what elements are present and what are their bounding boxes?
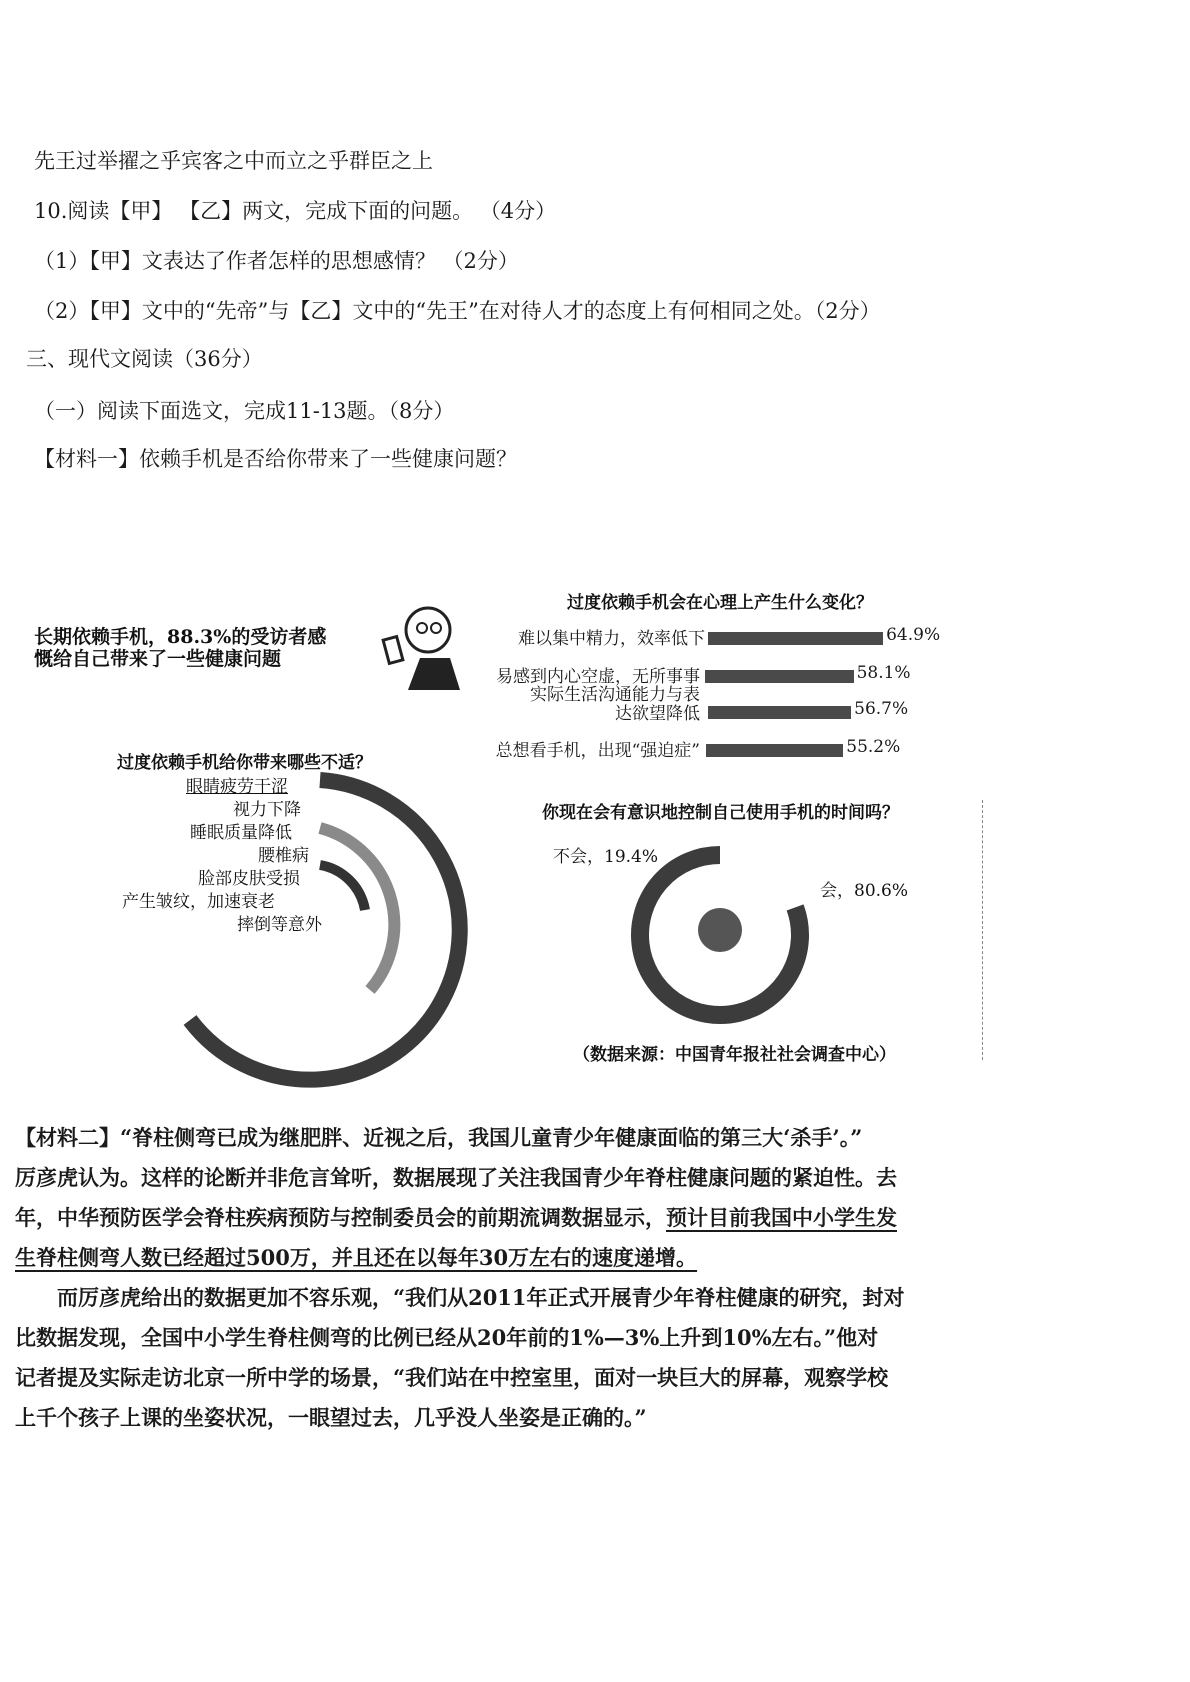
material-2-line: 记者提及实际走访北京一所中学的场景，“我们站在中控室里，面对一块巨大的屏幕，观察学校 <box>15 1365 889 1390</box>
headline-line-2: 慨给自己带来了一些健康问题 <box>34 648 282 670</box>
psych-bar-value: 58.1% <box>856 663 911 683</box>
psych-bar-row <box>0 685 1190 724</box>
psych-bar <box>708 632 883 645</box>
material-2-line: 而厉彦虎给出的数据更加不容乐观，“我们从2011年正式开展青少年脊柱健康的研究，封对 <box>57 1285 905 1310</box>
material-2-line <box>15 1238 1095 1278</box>
psych-bar-row <box>0 663 1190 687</box>
psych-bar-value: 55.2% <box>846 737 901 757</box>
chart-divider <box>982 800 983 1060</box>
underlined-text: 预计目前我国中小学生发 <box>666 1205 897 1230</box>
psych-bar-label: 总想看手机，出现“强迫症” <box>495 741 700 761</box>
person-with-phone-illustration <box>380 600 490 700</box>
control-no-label: 不会，19.4% <box>553 847 659 867</box>
psych-bar-label: 难以集中精力，效率低下 <box>518 629 705 649</box>
psych-bar-value: 56.7% <box>854 699 909 719</box>
discomfort-item: 睡眠质量降低 <box>190 823 292 843</box>
material-2-line: 【材料二】“脊柱侧弯已成为继肥胖、近视之后，我国儿童青少年健康面临的第三大‘杀手’。” <box>15 1125 863 1150</box>
psych-bar <box>705 670 854 683</box>
part-1-heading: （一）阅读下面选文，完成11-13题。（8分） <box>34 399 455 423</box>
psych-question: 过度依赖手机会在心理上产生什么变化？ <box>567 593 873 613</box>
psych-bar <box>708 706 851 719</box>
discomfort-item: 腰椎病 <box>258 846 309 866</box>
material-2-paragraph-2 <box>15 1278 1095 1438</box>
material-2-line: 上千个孩子上课的坐姿状况，一眼望过去，几乎没人坐姿是正确的。” <box>15 1405 647 1430</box>
discomfort-item: 视力下降 <box>233 800 301 820</box>
headline-line-1: 长期依赖手机，88.3%的受访者感 <box>34 626 327 648</box>
material-1-heading: 【材料一】依赖手机是否给你带来了一些健康问题？ <box>34 447 517 471</box>
underlined-text: 生脊柱侧弯人数已经超过500万，并且还在以每年30万左右的速度递增。 <box>15 1245 698 1270</box>
discomfort-question: 过度依赖手机给你带来哪些不适？ <box>117 753 372 773</box>
control-donut-chart <box>620 835 820 1035</box>
question-10-2: （2）【甲】文中的“先帝”与【乙】文中的“先王”在对待人才的态度上有何相同之处。（2分） <box>34 299 881 323</box>
material-2-text: 年，中华预防医学会脊柱疾病预防与控制委员会的前期流调数据显示， <box>15 1205 666 1230</box>
section-3-heading: 三、现代文阅读（36分） <box>26 347 263 371</box>
control-question: 你现在会有意识地控制自己使用手机的时间吗？ <box>542 803 899 823</box>
material-2-paragraph <box>15 1118 1095 1278</box>
psych-bar-row <box>0 625 1190 649</box>
psych-bar-label: 实际生活沟通能力与表达欲望降低 <box>530 685 700 724</box>
infographic <box>0 593 1190 1160</box>
question-10-1: （1）【甲】文表达了作者怎样的思想感情？ （2分） <box>34 249 519 273</box>
psych-bar-label: 易感到内心空虚，无所事事 <box>496 667 700 687</box>
classical-text-line: 先王过举擢之乎宾客之中而立之乎群臣之上 <box>34 149 433 173</box>
material-2-line: 比数据发现，全国中小学生脊柱侧弯的比例已经从20年前的1%—3%上升到10%左右。”他对 <box>15 1325 879 1350</box>
donut-slice-no <box>720 855 795 907</box>
control-yes-label: 会，80.6% <box>820 881 909 901</box>
psych-bar <box>706 744 843 757</box>
question-10: 10.阅读【甲】 【乙】两文，完成下面的问题。 （4分） <box>34 199 557 223</box>
discomfort-item: 摔倒等意外 <box>237 915 322 935</box>
material-2-line: 厉彦虎认为。这样的论断并非危言耸听，数据展现了关注我国青少年脊柱健康问题的紧迫性。去 <box>15 1165 897 1190</box>
material-2-line <box>15 1198 1095 1238</box>
psych-bar-value: 64.9% <box>886 625 941 645</box>
discomfort-radial-chart <box>160 770 480 1100</box>
data-source: （数据来源：中国青年报社社会调查中心） <box>573 1045 896 1065</box>
discomfort-item: 脸部皮肤受损 <box>198 869 300 889</box>
phone-hand-icon <box>698 908 742 952</box>
discomfort-item: 眼睛疲劳干涩 <box>186 777 288 797</box>
discomfort-item: 产生皱纹，加速衰老 <box>122 892 275 912</box>
